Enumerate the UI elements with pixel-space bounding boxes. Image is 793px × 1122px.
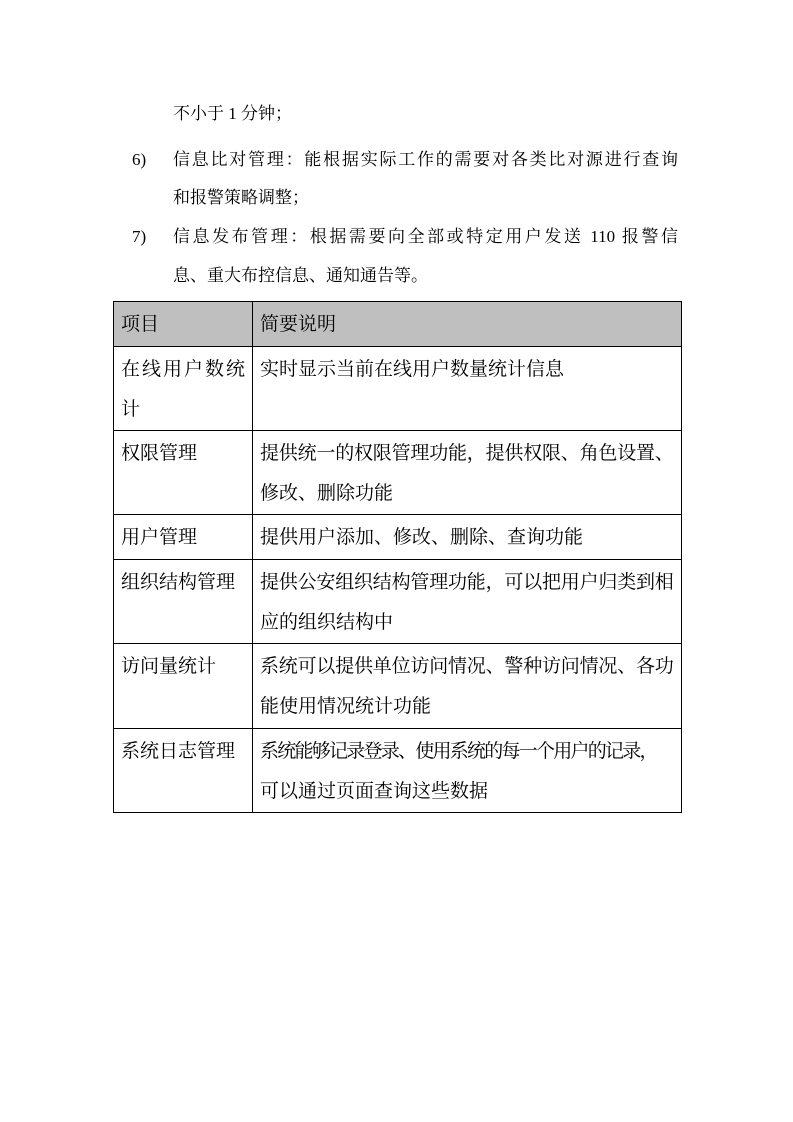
table-cell-description (253, 560, 682, 644)
cell-line: 实时显示当前在线用户数量统计信息 (260, 359, 565, 380)
table-cell-description (253, 644, 682, 729)
table-cell-description (253, 347, 682, 431)
list-item-line: 信息比对管理：能根据实际工作的需要对各类比对源进行查询 (173, 150, 678, 169)
table-header-description: 简要说明 (253, 302, 682, 347)
table-header-item: 项目 (114, 302, 253, 347)
table-cell-item (114, 644, 253, 729)
paragraph-continuation-line: 不小于 1 分钟； (173, 104, 292, 123)
cell-line: 权限管理 (121, 443, 198, 464)
cell-line: 组织结构管理 (121, 572, 236, 593)
cell-line: 在线用户数统 (121, 359, 245, 380)
table-cell-description (253, 729, 682, 813)
cell-line: 修改、删除功能 (260, 483, 394, 504)
table-row (114, 515, 682, 560)
table-cell-item (114, 431, 253, 515)
list-item-line: 信息发布管理：根据需要向全部或特定用户发送 110 报警信 (173, 227, 678, 246)
list-item-number: 6) (132, 150, 147, 169)
cell-line: 提供统一的权限管理功能，提供权限、角色设置、 (260, 443, 674, 464)
cell-line: 系统可以提供单位访问情况、警种访问情况、各功 (260, 656, 674, 677)
table-cell-description (253, 431, 682, 515)
table-row (114, 644, 682, 729)
cell-line: 能使用情况统计功能 (260, 696, 432, 717)
table-row (114, 347, 682, 431)
cell-line: 应的组织结构中 (260, 612, 394, 633)
table-cell-item (114, 347, 253, 431)
table-header-row (114, 302, 682, 347)
table-row (114, 560, 682, 644)
features-table (113, 301, 682, 813)
table-cell-description (253, 515, 682, 560)
cell-line: 可以通过页面查询这些数据 (260, 781, 489, 802)
list-item-line: 息、重大布控信息、通知通告等。 (173, 266, 428, 285)
table-row (114, 431, 682, 515)
cell-line: 计 (121, 399, 141, 420)
table-cell-item (114, 729, 253, 813)
cell-line: 提供公安组织结构管理功能，可以把用户归类到相 (260, 572, 674, 593)
cell-line: 访问量统计 (121, 656, 217, 677)
cell-line: 系统能够记录登录、使用系统的每一个用户的记录， (260, 741, 657, 762)
list-item-number: 7) (132, 227, 147, 246)
table-row (114, 729, 682, 813)
list-item-line: 和报警策略调整； (173, 188, 309, 207)
cell-line: 提供用户添加、修改、删除、查询功能 (260, 527, 584, 548)
table-cell-item (114, 515, 253, 560)
cell-line: 用户管理 (121, 527, 198, 548)
table-cell-item (114, 560, 253, 644)
cell-line: 系统日志管理 (121, 741, 236, 762)
